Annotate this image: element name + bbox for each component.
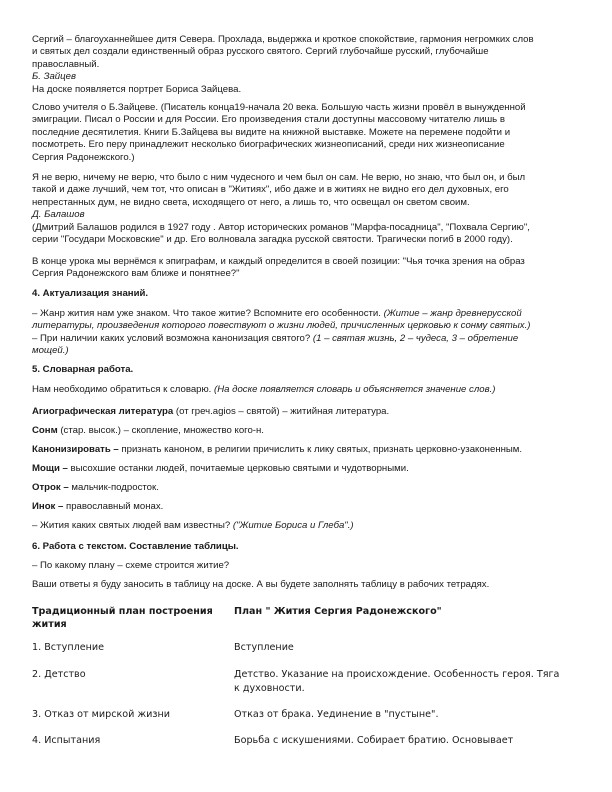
instruction-text: Ваши ответы я буду заносить в таблицу на доске. А вы будете заполнять таблицу в рабочих тетрадях. [32,579,490,590]
text-line: Сергий – благоуханнейшее дитя Севера. Прохлада, выдержка и кроткое спокойствие, гармония негромких слов [32,34,534,45]
term-agiography [32,406,584,418]
text-line: и святых дел создали единственный образ русского святого. Сергий глубочайше русский, глубочайше [32,46,489,58]
text-line: такой и даже лучший, чем тот, что описан в "Житиях", ибо даже и в житиях не видно его дел духовных, его [32,184,509,196]
question-text: – Жанр жития нам уже знаком. Что такое житие? Вспомните его особенности. [32,308,384,319]
term-otrok [32,482,584,494]
teacher-word [32,102,584,164]
table-header-left-line2: жития [32,619,67,630]
definition: православный монах. [63,501,164,512]
term-inok [32,501,584,513]
table-cell-sergius: к духовности. [234,683,305,694]
section-6-question [32,560,584,572]
epigraph-task [32,256,584,281]
answer-text: мощей.) [32,345,69,357]
text-line: Сергия Радонежского.) [32,151,135,163]
term: Канонизировать – [32,444,119,455]
question-text: – Жития каких святых людей вам известны? [32,520,233,531]
section-heading: 4. Актуализация знаний. [32,288,149,299]
section-heading: 6. Работа с текстом. Составление таблицы. [32,541,239,552]
section-6-instruction [32,579,584,591]
epigraph-zaitsev [32,34,584,96]
text-line: эмиграции. Писал о России и для России. Его произведения стали доступны массовому читателю лишь в [32,114,505,126]
text-line: серии "Государи Московские" и др. Его волновала загадка русской святости. Трагически погиб в 2000 году). [32,234,513,246]
table-header-right: План " Жития Сергия Радонежского" [234,606,442,617]
section-4 [32,288,584,300]
table-cell-sergius: Отказ от брака. Уединение в "пустыне". [234,709,439,720]
term: Отрок – [32,482,69,493]
text-italic: (На доске появляется словарь и объясняется значение слов.) [214,384,496,395]
table-header-left-line1: Традиционный план построения [32,606,213,617]
definition: высохшие останки людей, почитаемые церковью святыми и чудотворными. [67,463,409,474]
text-line: непрестанных дум, не видно света, исходящего от него, а лишь то, что освещал он светом своим. [32,196,470,208]
epigraph-author: Д. Балашов [32,209,85,221]
text-line: Слово учителя о Б.Зайцеве. (Писатель конца19-начала 20 века. Большую часть жизни провёл в вынужденной [32,102,526,113]
epigraph-author: Б. Зайцев [32,71,76,83]
text-line: Я не верю, ничему не верю, что было с ним чудесного и чем был он сам. Не верю, но знаю, что был он, и был [32,172,526,183]
table-cell-plan: 1. Вступление [32,642,105,653]
dictionary-intro [32,384,584,396]
table-cell-plan: 3. Отказ от мирской жизни [32,709,170,720]
section-6 [32,541,584,553]
term-moschi [32,463,584,475]
question-text: – При наличии каких условий возможна канонизация святого? [32,332,313,344]
definition: признать каноном, в религии причислить к лику святых, признать церковно-узаконенным. [118,444,523,455]
definition: мальчик-подросток. [68,482,159,493]
term-sonm [32,425,584,437]
text-line: Сергия Радонежского вам ближе и понятнее?" [32,268,240,280]
question-text: – По какому плану – схеме строится житие? [32,560,230,571]
table-cell-sergius: Детство. Указание на происхождение. Особенность героя. Тяга [234,669,560,680]
term: Инок – [32,501,64,512]
term-kanonizirovat [32,444,584,456]
table-cell-plan: 2. Детство [32,669,86,680]
definition: (от греч.agios – святой) – житийная литература. [173,406,390,417]
text-line: православный. [32,58,100,70]
text-line: последние десятилетия. Книги Б.Зайцева вы видите на книжной выставке. Можете на перемене подойти и [32,126,511,138]
section-heading: 5. Словарная работа. [32,364,134,375]
term: Мощи – [32,463,68,474]
text-normal: Нам необходимо обратиться к словарю. [32,384,215,395]
board-note: На доске появляется портрет Бориса Зайцева. [32,83,242,95]
section-4-questions [32,308,584,358]
answer-text: (1 – святая жизнь, 2 – чудеса, 3 – обретение [312,332,519,344]
table-cell-sergius: Вступление [234,642,294,653]
answer-text: ("Житие Бориса и Глеба".) [232,520,354,531]
definition: (стар. высок.) – скопление, множество кого-н. [57,425,264,436]
text-line: (Дмитрий Балашов родился в 1927 году . Автор исторических романов "Марфа-посадница", "Похвала Сергию", [32,221,530,233]
answer-text: литературы, произведения которого повествуют о жизни людей, причисленных церковью к сонму святых.) [32,320,531,332]
saints-question [32,520,584,532]
section-5 [32,364,584,376]
table-cell-plan: 4. Испытания [32,735,101,746]
text-line: В конце урока мы вернёмся к эпиграфам, и каждый определится в своей позиции: "Чья точка зрения на образ [32,256,525,267]
table-cell-sergius: Борьба с искушениями. Собирает братию. Основывает [234,735,514,746]
epigraph-balashov [32,172,584,246]
answer-text: (Житие – жанр древнерусской [383,308,522,319]
term: Агиографическая литература [32,406,174,417]
text-line: посмотреть. Его перу принадлежит несколько биографических жизнеописаний, среди них жизнеописание [32,139,505,151]
term: Сонм [32,425,58,436]
